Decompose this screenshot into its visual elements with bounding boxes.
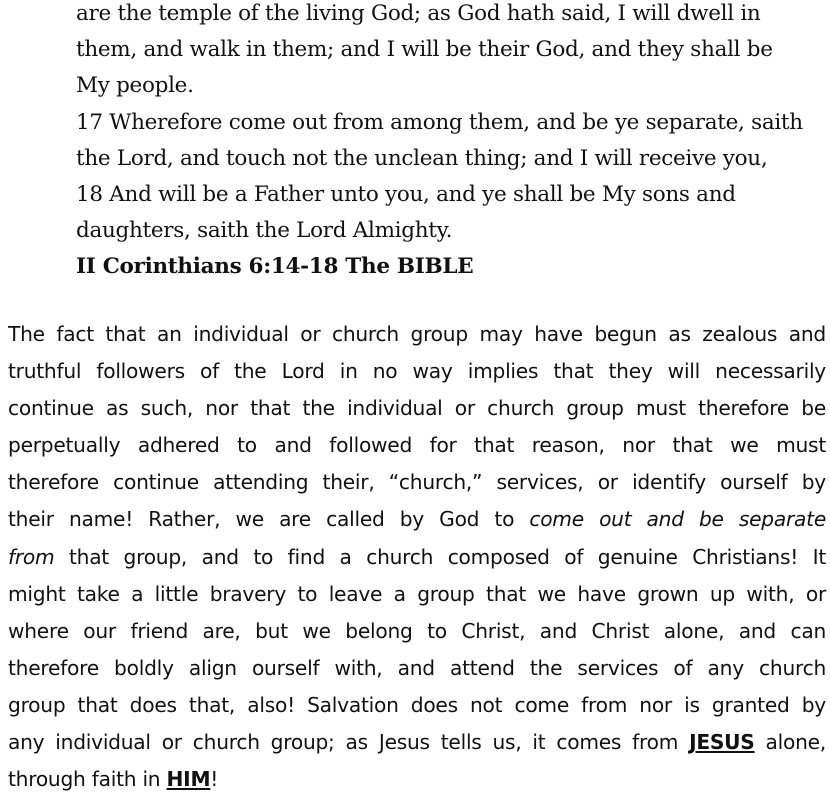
scripture-citation: II Corinthians 6:14-18 The BIBLE [76,254,474,280]
quote-line: the Lord, and touch not the unclean thing; and I will receive you, [76,145,768,171]
paragraph-line: might take a little bravery to leave a group that we have grown up with, or [8,581,826,606]
italic-emphasis: come out and be separate [529,507,827,532]
paragraph-text: ! [210,767,219,792]
paragraph-text: any individual or church group; as Jesus tells us, it comes from [8,730,690,755]
paragraph-line: perpetually adhered to and followed for that reason, nor that we must [8,433,826,458]
quote-line: them, and walk in them; and I will be their God, and they shall be [76,37,773,63]
paragraph-line [8,761,826,798]
paragraph-line: The fact that an individual or church group may have begun as zealous and [8,322,826,346]
paragraph-line: group that does that, also! Salvation does not come from nor is granted by [8,692,826,717]
scripture-quote [76,0,824,286]
quote-line: My people. [76,73,194,99]
paragraph-text: alone, [754,730,826,755]
paragraph-line: therefore continue attending their, “church,” services, or identify ourself by [8,470,826,495]
paragraph-text: that group, and to find a church composed of genuine Christians! It [54,544,826,569]
commentary-paragraph [8,316,826,798]
paragraph-line: continue as such, nor that the individual or church group must therefore be [8,396,826,421]
emphasis-him: HIM [166,767,211,792]
italic-emphasis: from [8,544,55,569]
quote-line: 18 And will be a Father unto you, and ye shall be My sons and [76,182,736,208]
paragraph-line [8,539,826,576]
paragraph-line: therefore boldly align ourself with, and attend the services of any church [8,655,826,680]
paragraph-line [8,724,826,761]
emphasis-jesus: JESUS [689,730,755,755]
paragraph-line: where our friend are, but we belong to Christ, and Christ alone, and can [8,618,826,643]
quote-line: are the temple of the living God; as God hath said, I will dwell in [76,1,761,26]
paragraph-line [8,501,826,538]
paragraph-text: their name! Rather, we are called by God to [8,507,530,532]
paragraph-text: through faith in [8,767,167,792]
quote-line: 17 Wherefore come out from among them, and be ye separate, saith [76,109,803,135]
quote-line: daughters, saith the Lord Almighty. [76,218,453,244]
paragraph-line: truthful followers of the Lord in no way implies that they will necessarily [8,359,826,384]
